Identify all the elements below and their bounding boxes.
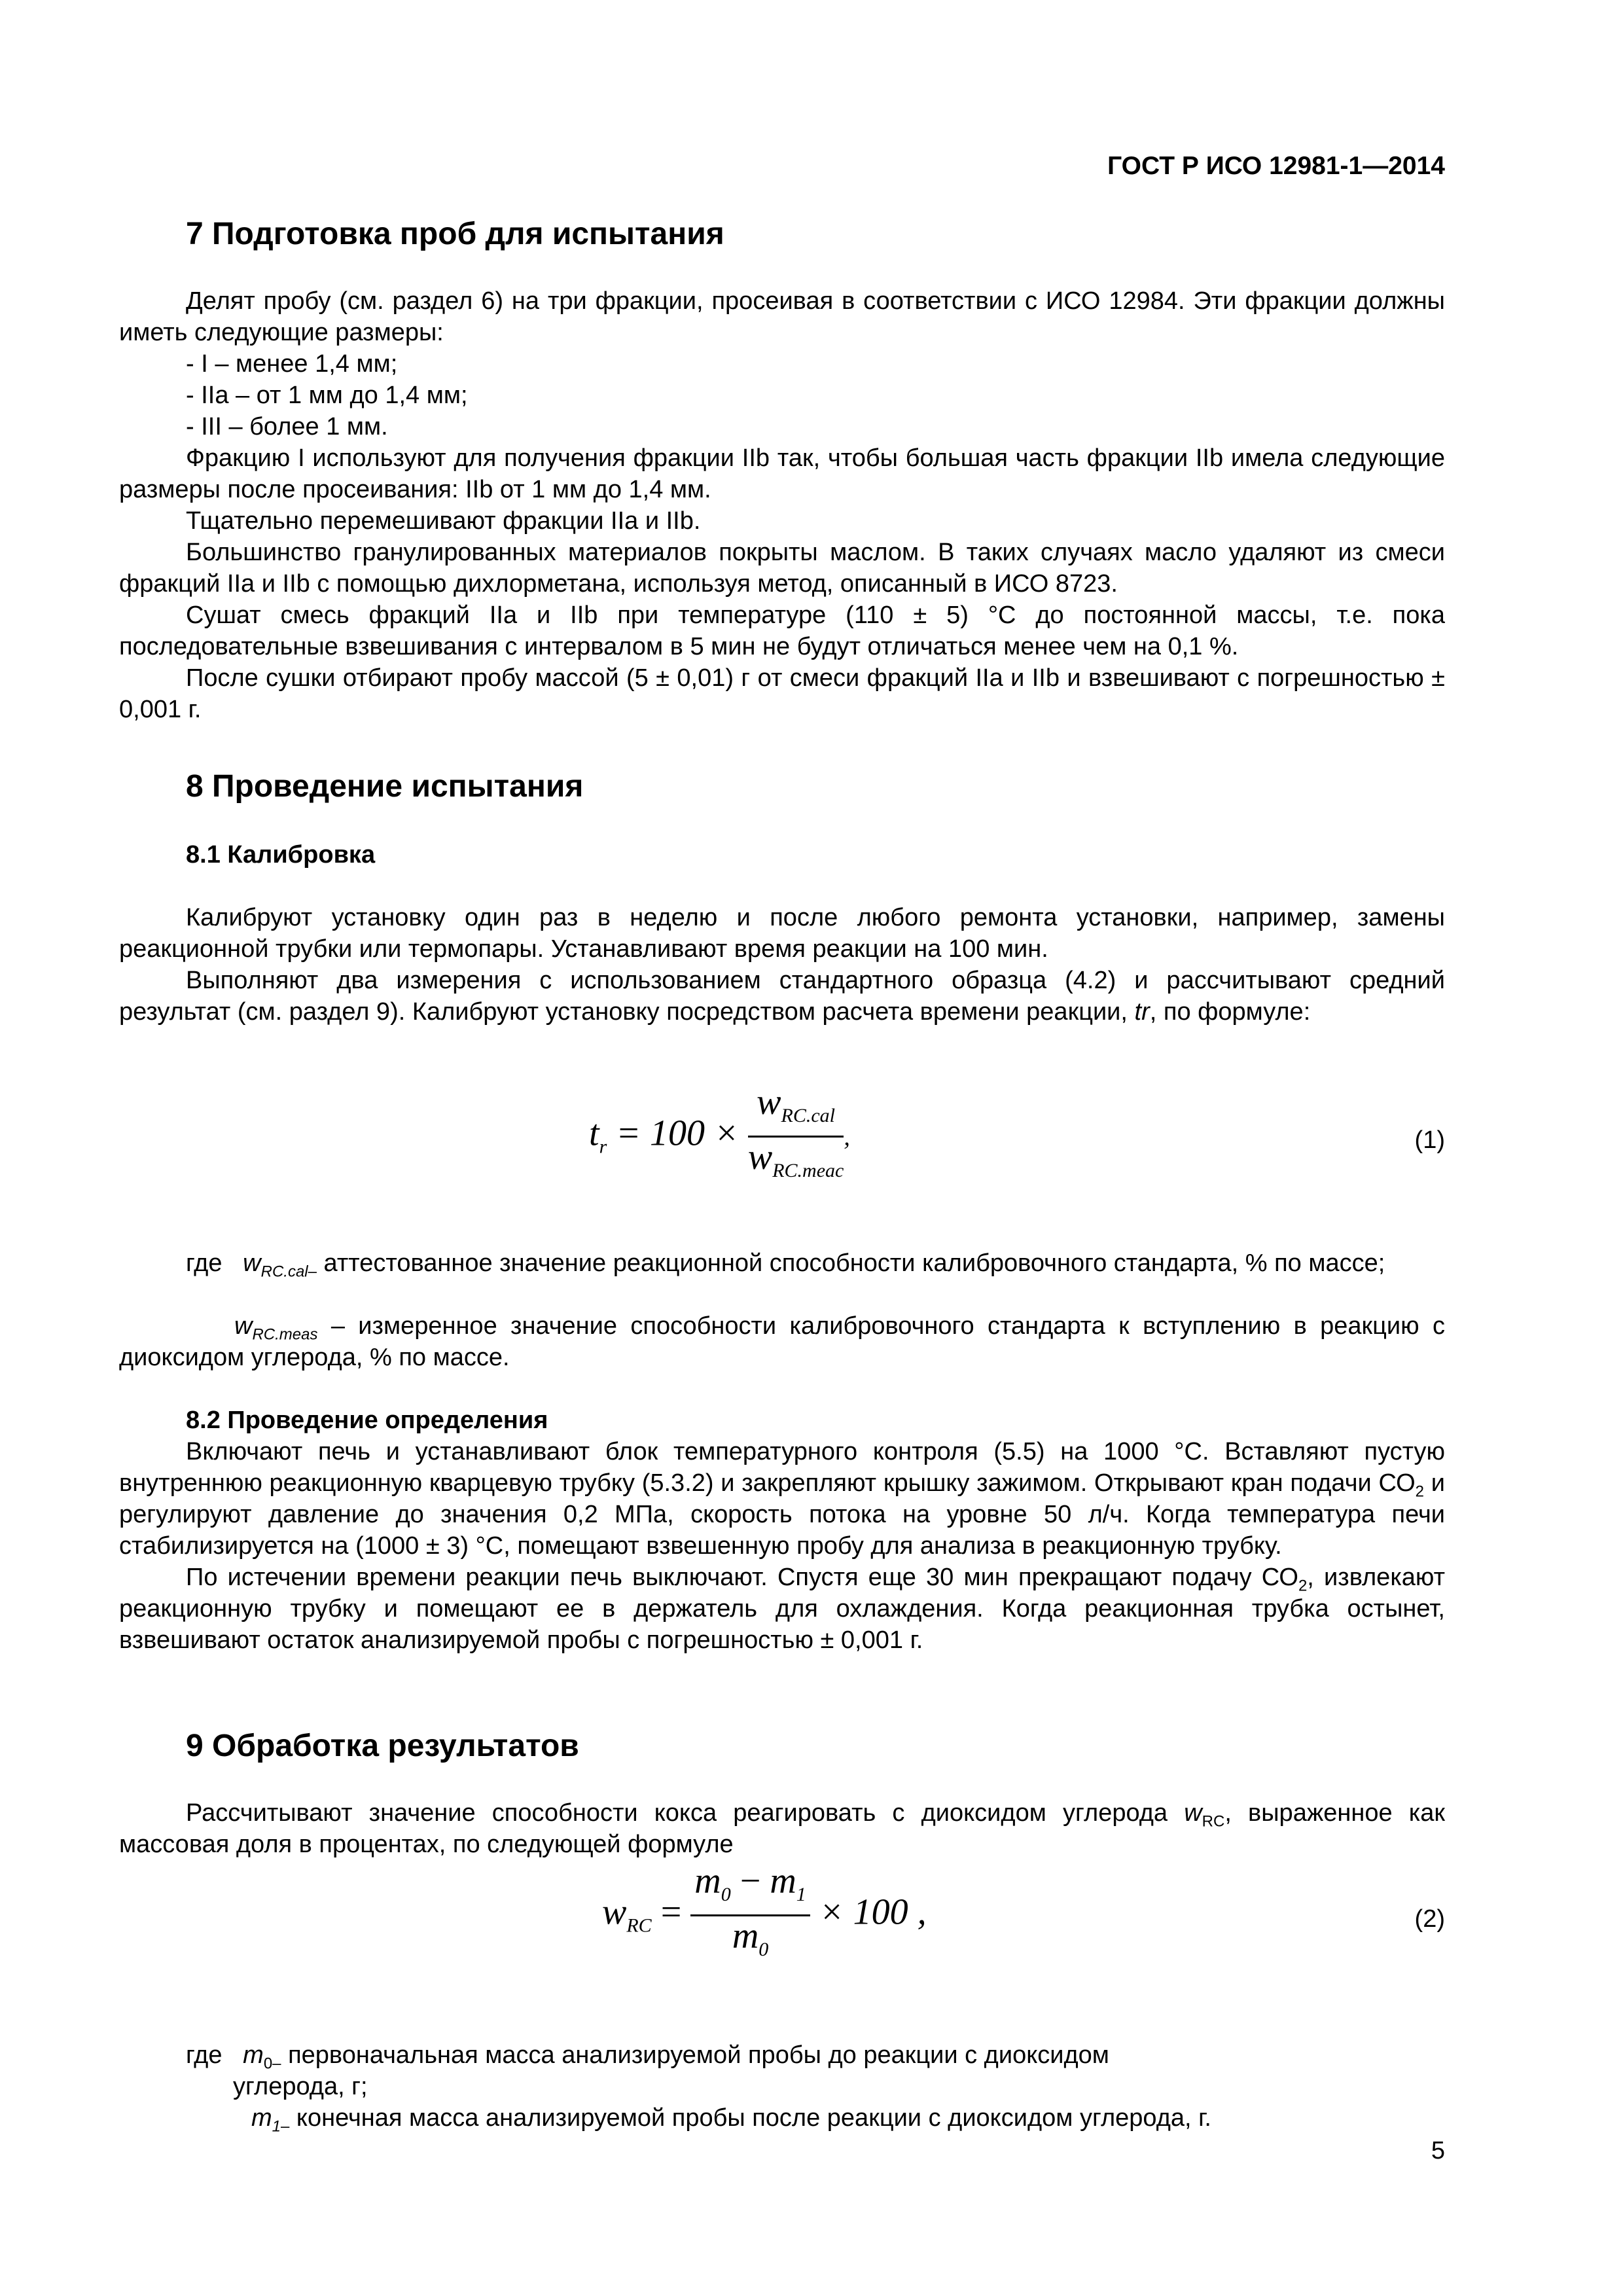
s7-list-item-1: - I – менее 1,4 мм; (186, 350, 398, 378)
page-number: 5 (1431, 2137, 1445, 2164)
s82-paragraph-1: Включают печь и устанавливают блок температурного контроля (5.5) на 1000 °С. Вставляют пустую внутреннюю реакционную кварцевую трубку (5.3.2) и закрепляют крышку зажимом. Открывают кран подачи $СО_2$ и регулируют давление до значения 0,2 МПа, скорость потока на уровне 50 л/ч. Когда температура печи стабилизируется на (1000 ± 3) °С, помещают взвешенную пробу для анализа в реакционную трубку. (119, 1438, 1445, 1560)
formula-2: $w_{RC}$ = $\frac{m_0 - m_1}{m_0}$ × 100 , (602, 1865, 927, 1965)
section-7-title: 7 Подготовка проб для испытания (186, 217, 724, 251)
s7-list-item-2: - IIa – от 1 мм до 1,4 мм; (186, 382, 468, 409)
s82-paragraph-2: По истечении времени реакции печь выключают. Спустя еще 30 мин прекращают подачу $СО_2$, извлекают реакционную трубку и помещают ее в держатель для охлаждения. Когда реакционная трубка остынет, взвешивают остаток анализируемой пробы с погрешностью ± 0,001 г. (119, 1564, 1445, 1654)
subsection-8-1-title: 8.1 Калибровка (186, 841, 376, 869)
equation-number-2: (2) (1414, 1905, 1445, 1933)
legend-m1: $m_{1-}$ конечная масса анализируемой пробы после реакции с диоксидом углерода, г. (251, 2104, 1211, 2136)
section-7-body (119, 285, 1445, 725)
s81-paragraph-1: Калибруют установку один раз в неделю и после любого ремонта установки, например, замены реакционной трубки или термопары. Устанавливают время реакции на 100 мин. (119, 904, 1445, 963)
formula-2-legend (119, 2039, 1445, 2134)
s7-paragraph-1: Делят пробу (см. раздел 6) на три фракции, просеивая в соответствии с ИСО 12984. Эти фракции должны иметь следующие размеры: (119, 287, 1445, 346)
section-8-title: 8 Проведение испытания (186, 769, 584, 804)
formula-1-legend-2 (119, 1310, 1445, 1373)
legend-wrcmeas: $w_{RC.meas}$ – измеренное значение способности калибровочного стандарта к вступлению в реакцию с диоксидом углерода, % по массе. (119, 1312, 1445, 1371)
legend-wrcal: где $w_{RC.cal-}$ аттестованное значение реакционной способности калибровочного стандарта, % по массе; (186, 1249, 1385, 1281)
section-9-title: 9 Обработка результатов (186, 1729, 579, 1763)
legend-m0-cont: углерода, г; (233, 2073, 368, 2100)
s81-paragraph-2: Выполняют два измерения с использованием стандартного образца (4.2) и рассчитывают средний результат (см. раздел 9). Калибруют установку посредством расчета времени реакции, tr, по формуле: (119, 967, 1445, 1026)
formula-1-fraction: $\frac{w_{RC.cal}}{w_{RC.meac}}$ (747, 1082, 844, 1181)
formula-1: $t_r = 100$ × $\frac{w_{RC.cal}}{w_{RC.meac}}$ , (589, 1086, 850, 1187)
legend-m0: где $m_{0-}$ первоначальная масса анализируемой пробы до реакции с диоксидом (186, 2041, 1109, 2073)
formula-1-legend (119, 1247, 1445, 1279)
subsection-8-2-title: 8.2 Проведение определения (186, 1407, 548, 1434)
document-code: ГОСТ Р ИСО 12981-1—2014 (1107, 152, 1445, 180)
s7-paragraph-2: Фракцию I используют для получения фракции IIb так, чтобы большая часть фракции IIb имела следующие размеры после просеивания: IIb от 1 мм до 1,4 мм. (119, 444, 1445, 503)
s9-paragraph-1: Рассчитывают значение способности кокса реагировать с диоксидом углерода $w_{RC}$, выраженное как массовая доля в процентах, по следующей формуле (119, 1799, 1445, 1858)
section-9-body (119, 1797, 1445, 1860)
equation-number-1: (1) (1414, 1126, 1445, 1154)
section-8-1-body (119, 902, 1445, 1028)
formula-2-fraction: $\frac{m_0 - m_1}{m_0}$ (690, 1865, 810, 1965)
s7-paragraph-3: Тщательно перемешивают фракции IIa и IIb. (186, 507, 701, 535)
s7-list-item-3: - III – более 1 мм. (186, 413, 388, 440)
s7-paragraph-5: Сушат смесь фракций IIa и IIb при температуре (110 ± 5) °С до постоянной массы, т.е. пока последовательные взвешивания с интервалом в 5 мин не будут отличаться менее чем на 0,1 %. (119, 601, 1445, 660)
section-8-2-body (119, 1436, 1445, 1656)
s7-paragraph-4: Большинство гранулированных материалов покрыты маслом. В таких случаях масло удаляют из смеси фракций IIa и IIb с помощью дихлорметана, используя метод, описанный в ИСО 8723. (119, 539, 1445, 598)
s7-paragraph-6: После сушки отбирают пробу массой (5 ± 0,01) г от смеси фракций IIa и IIb и взвешивают с погрешностью ± 0,001 г. (119, 664, 1445, 723)
